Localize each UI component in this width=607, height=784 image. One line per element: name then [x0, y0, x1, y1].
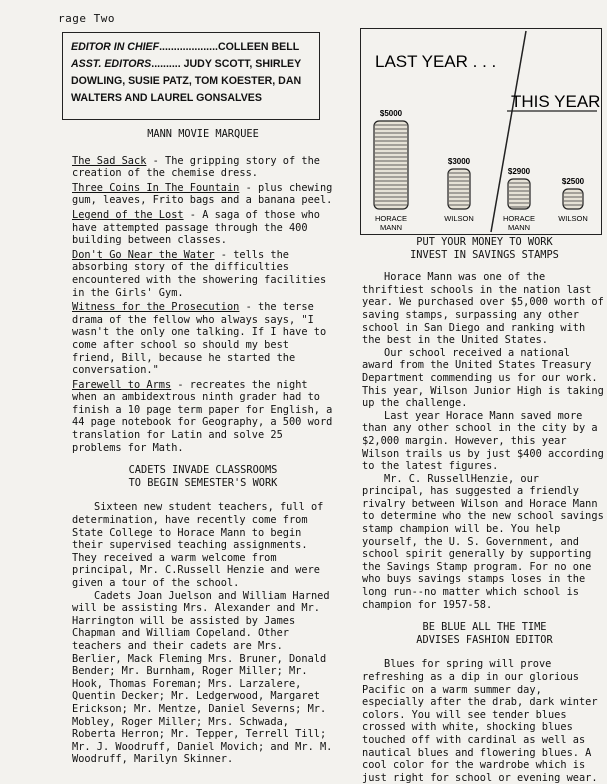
asst-row — [71, 56, 311, 73]
cadets-headline-line1: CADETS INVADE CLASSROOMS — [128, 464, 278, 477]
savings-paragraph-4: Mr. C. RussellHenzie, our principal, has suggested a friendly rivalry between Wilson and Horace Mann to determine who the new school savings stamp champion will be. You help yourself, the U. S. Government, and school spirit generally by supporting the Savings Stamp program. For no one who buys savings stamps loses in the long run--no matter which school is champion for 1957-58. — [362, 472, 604, 611]
movie-item — [72, 182, 334, 207]
right-column — [362, 236, 607, 784]
movie-list — [72, 155, 334, 455]
left-column — [72, 128, 334, 766]
coin-stack — [374, 109, 408, 232]
coin-stack-body — [563, 189, 583, 209]
savings-paragraph-2: Our school received a national award from the United States Treasury Department commending us for our work. This year, Wilson Junior High is taking up the challenge. — [362, 346, 604, 410]
movie-text: - The gripping story of the creation of the chemise dress. — [72, 154, 320, 180]
asst-line3: WALTERS AND LAUREL GONSALVES — [71, 92, 262, 104]
movie-item — [72, 379, 334, 455]
savings-headline-line2: INVEST IN SAVINGS STAMPS — [410, 248, 559, 261]
cadets-paragraph-2: Cadets Joan Juelson and William Harned will be assisting Mrs. Alexander and Mr. Harrington will be assisted by James Chapman and William Copeland. Other teachers and their cadets are Mrs. Berlier, Mack Fleming Mrs. Bruner, Donald Bender; Mr. Burnham, Roger Miller; Mr. Hook, Thomas Foreman; Mrs. Larzalere, Quentin Decker; Mr. Ledgerwood, Margaret Erickson; Mr. Mentze, Daniel Severns; Mr. Mobley, Roger Miller; Mrs. Schwada, Roberta Herron; Mr. Tepper, Terrell Till; Mr. J. Woodruff, Daniel Movich; and Mr. M. Woodruff, Marilyn Skinner. — [72, 589, 333, 766]
stack-amount: $2500 — [561, 177, 585, 186]
movie-text: - recreates the night when an ambidextrous ninth grader had to finish a 10 page term paper for English, a 44 page notebook for Geography, a 500 word translation for Latin and solve 25 problems for Math. — [72, 378, 333, 454]
movie-text: - tells the absorbing story of the difficulties encountered with the showering facilities in the Girls' Gym. — [72, 248, 327, 299]
stack-amount: $5000 — [379, 109, 403, 118]
movie-text: - the terse drama of the fellow who always says, "I wasn't the only one talking. If I have to come after school so should my best friend, Bill, because he started the conversation." — [72, 301, 327, 377]
movie-title: Three Coins In The Fountain — [72, 181, 240, 194]
coin-stack — [503, 167, 535, 232]
stack-amount: $3000 — [447, 157, 471, 166]
savings-paragraph-3: Last year Horace Mann saved more than any other school in the city by a $2,000 margin. However, this year Wilson trails us by just $400 according to the latest figures. — [362, 409, 604, 473]
fashion-headline-line1: BE BLUE ALL THE TIME — [422, 621, 547, 634]
fashion-headline-line2: ADVISES FASHION EDITOR — [416, 633, 553, 646]
movie-item — [72, 301, 334, 377]
cadets-headline-line2: TO BEGIN SEMESTER'S WORK — [128, 476, 278, 489]
fashion-headline — [362, 621, 607, 646]
movie-item — [72, 209, 334, 247]
movie-text: - plus chewing gum, leaves, Frito bags and a banana peel. — [72, 181, 333, 207]
savings-cartoon — [360, 28, 602, 235]
movie-title: Don't Go Near the Water — [72, 248, 215, 261]
asst-line2: DOWLING, SUSIE PATZ, TOM KOESTER, DAN — [71, 75, 302, 87]
cadets-paragraph-1: Sixteen new student teachers, full of determination, have recently come from State College to Horace Mann to begin their supervised teaching assignments. They received a warm welcome from principal, Mr. C.Russell Henzie and were given a tour of the school. — [72, 501, 324, 589]
savings-headline — [362, 236, 607, 261]
stack-school-line2: MANN — [507, 223, 531, 232]
editor-name: COLLEEN BELL — [217, 41, 300, 53]
editor-label: EDITOR IN CHIEF — [71, 41, 160, 53]
stack-school: WILSON — [444, 214, 474, 223]
editor-row — [71, 39, 311, 56]
fashion-paragraph-1: Blues for spring will prove refreshing as a dip in our glorious Pacific on a warm summer day, especially after the drab, dark winter colors. You will see tender blues crossed with white, shocking blues touched off with cardinal as well as nautical blues and flowering blues. A cool color for the wardrobe which is just right for school or evening wear. — [362, 658, 598, 784]
cartoon-drawing — [361, 29, 601, 234]
coin-stacks — [374, 109, 588, 232]
last-year-label: LAST YEAR . . . — [375, 52, 497, 71]
editor-dots: .................... — [159, 41, 218, 53]
asst-label: ASST. EDITORS — [71, 58, 152, 70]
movie-title: Farewell to Arms — [72, 378, 172, 391]
stack-school: HORACE — [374, 214, 408, 223]
asst-dots: .......... — [151, 58, 181, 70]
movie-text: - A saga of those who have attempted passage through the 400 building between classes. — [72, 208, 320, 247]
movie-item — [72, 155, 334, 180]
stack-school: HORACE — [502, 214, 536, 223]
stack-amount: $2900 — [507, 167, 531, 176]
movie-title: Witness for the Prosecution — [72, 301, 240, 314]
stack-school-line2: MANN — [379, 223, 403, 232]
movie-title: Legend of the Lost — [72, 208, 184, 221]
coin-stack-body — [508, 179, 530, 209]
this-year-label: THIS YEAR — [511, 92, 601, 111]
masthead-box — [62, 32, 320, 120]
savings-headline-line1: PUT YOUR MONEY TO WORK — [416, 236, 553, 248]
savings-paragraph-1: Horace Mann was one of the thriftiest schools in the nation last year. We purchased over $5,000 worth of saving stamps, surpassing any other school in San Diego and ranking with the best in the United States. — [362, 271, 604, 347]
movie-item — [72, 249, 334, 299]
coin-stack — [444, 157, 474, 223]
asst-line1: JUDY SCOTT, SHIRLEY — [183, 58, 302, 70]
movie-title: The Sad Sack — [72, 154, 147, 167]
stack-school: WILSON — [558, 214, 588, 223]
movie-headline: MANN MOVIE MARQUEE — [147, 128, 259, 140]
cadets-headline — [72, 464, 334, 489]
coin-stack — [558, 177, 588, 223]
page-label: rage Two — [58, 12, 115, 25]
